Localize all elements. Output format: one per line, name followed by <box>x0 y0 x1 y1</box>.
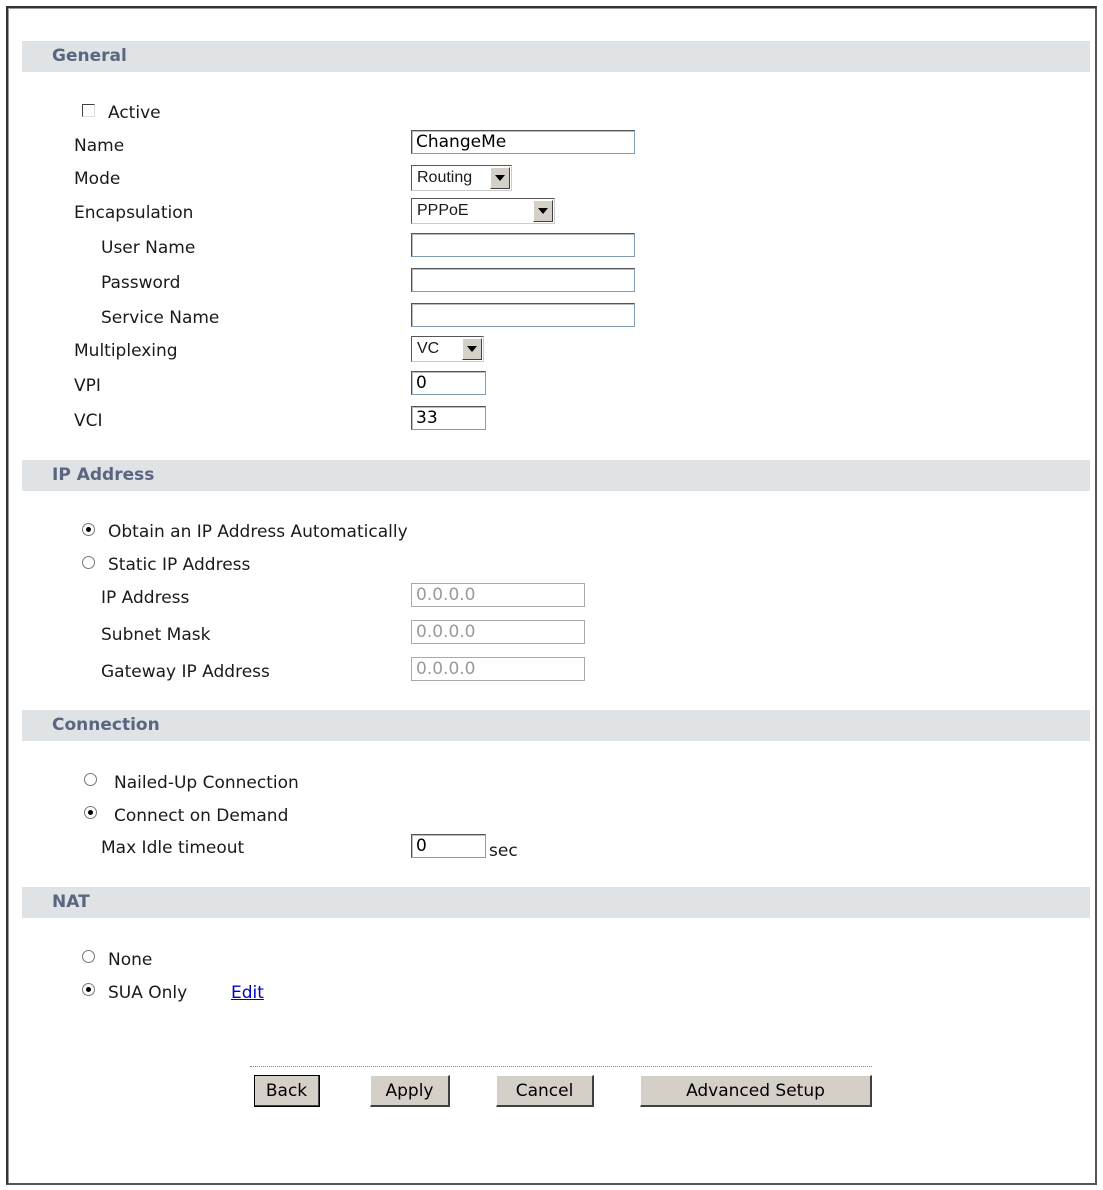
nat-sua-only-radio[interactable] <box>82 983 95 996</box>
chevron-down-icon[interactable] <box>462 338 482 360</box>
nat-edit-link[interactable]: Edit <box>231 983 264 1003</box>
max-idle-unit: sec <box>489 841 518 861</box>
cancel-button[interactable]: Cancel <box>496 1075 594 1107</box>
static-ip-label: Static IP Address <box>108 555 251 575</box>
section-header-general <box>22 41 1090 72</box>
encapsulation-label: Encapsulation <box>74 203 194 223</box>
section-header-connection <box>22 710 1090 741</box>
encapsulation-select-value: PPPoE <box>417 202 469 219</box>
section-title-nat: NAT <box>52 892 90 912</box>
vci-input[interactable] <box>411 406 486 430</box>
username-input[interactable] <box>411 233 635 257</box>
apply-button[interactable]: Apply <box>370 1075 450 1107</box>
advanced-setup-button[interactable]: Advanced Setup <box>640 1075 872 1107</box>
nailed-up-radio[interactable] <box>84 773 97 786</box>
ip-address-input[interactable] <box>411 583 585 607</box>
encapsulation-select[interactable] <box>411 198 555 224</box>
max-idle-input[interactable] <box>411 834 486 858</box>
subnet-mask-input[interactable] <box>411 620 585 644</box>
name-input[interactable] <box>411 130 635 154</box>
password-label: Password <box>101 273 181 293</box>
chevron-down-icon[interactable] <box>490 167 510 189</box>
vci-label: VCI <box>74 411 103 431</box>
chevron-down-icon[interactable] <box>533 200 553 222</box>
multiplexing-label: Multiplexing <box>74 341 178 361</box>
mode-label: Mode <box>74 169 121 189</box>
section-title-connection: Connection <box>52 715 160 735</box>
section-title-general: General <box>52 46 127 66</box>
name-label: Name <box>74 136 125 156</box>
gateway-ip-label: Gateway IP Address <box>101 662 270 682</box>
nailed-up-label: Nailed-Up Connection <box>114 773 299 793</box>
obtain-ip-auto-radio[interactable] <box>82 523 95 536</box>
section-title-ip-address: IP Address <box>52 465 155 485</box>
back-button[interactable]: Back <box>254 1075 320 1107</box>
section-header-nat <box>22 887 1090 918</box>
multiplexing-select-value: VC <box>417 340 440 357</box>
active-checkbox[interactable] <box>82 104 95 117</box>
multiplexing-select[interactable] <box>411 336 484 362</box>
gateway-ip-input[interactable] <box>411 657 585 681</box>
service-name-input[interactable] <box>411 303 635 327</box>
ip-address-label: IP Address <box>101 588 190 608</box>
connect-on-demand-radio[interactable] <box>84 806 97 819</box>
nat-none-label: None <box>108 950 153 970</box>
section-header-ip-address <box>22 460 1090 491</box>
service-name-label: Service Name <box>101 308 220 328</box>
max-idle-label: Max Idle timeout <box>101 838 245 858</box>
obtain-ip-auto-label: Obtain an IP Address Automatically <box>108 522 408 542</box>
mode-select[interactable] <box>411 165 512 191</box>
button-divider <box>250 1066 872 1067</box>
vpi-input[interactable] <box>411 371 486 395</box>
connect-on-demand-label: Connect on Demand <box>114 806 289 826</box>
active-label: Active <box>108 103 161 123</box>
password-input[interactable] <box>411 268 635 292</box>
static-ip-radio[interactable] <box>82 556 95 569</box>
nat-none-radio[interactable] <box>82 950 95 963</box>
vpi-label: VPI <box>74 376 101 396</box>
nat-sua-only-label: SUA Only <box>108 983 188 1003</box>
mode-select-value: Routing <box>417 169 473 186</box>
subnet-mask-label: Subnet Mask <box>101 625 211 645</box>
username-label: User Name <box>101 238 196 258</box>
